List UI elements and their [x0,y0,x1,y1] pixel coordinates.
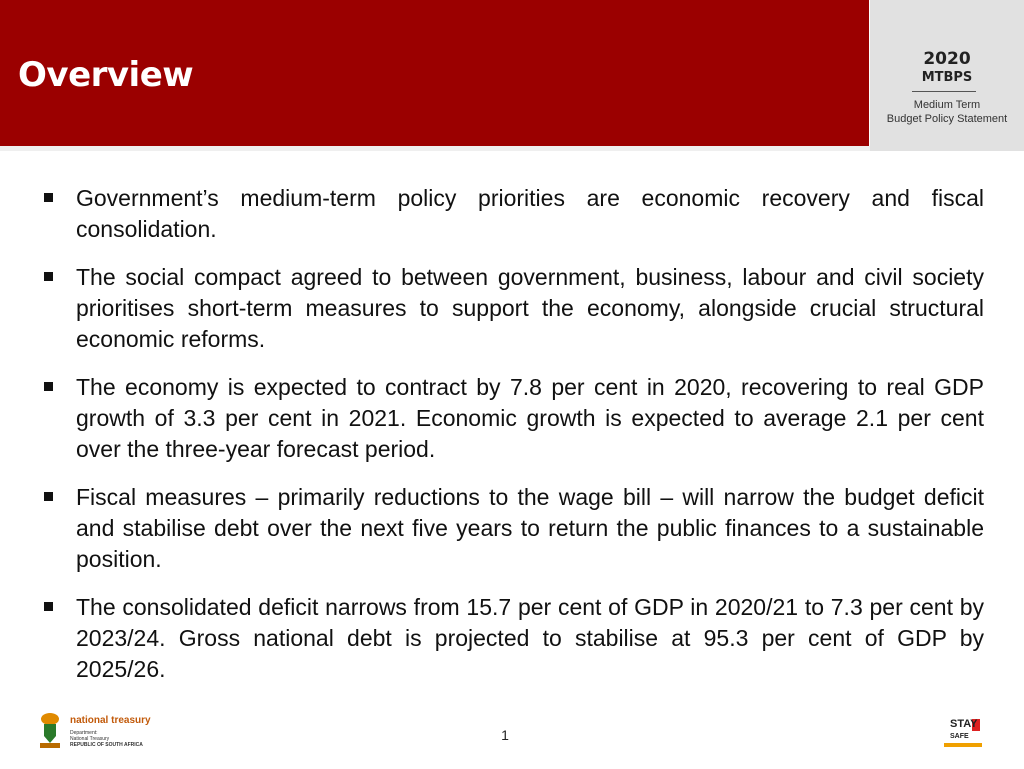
national-treasury-logo [38,712,151,750]
treasury-line2: National Treasury [70,736,110,742]
square-bullet-icon [44,492,53,501]
badge-divider [912,91,976,92]
treasury-name: national treasury [70,715,151,726]
bullet-item [44,183,984,245]
mtbps-badge [870,0,1024,151]
square-bullet-icon [44,272,53,281]
square-bullet-icon [44,382,53,391]
bullet-text: The consolidated deficit narrows from 15.7 per cent of GDP in 2020/21 to 7.3 per cent by 2023/24. Gross national debt is projected to stabilise at 95.3 per cent of GDP by 2025/26. [76,594,984,682]
bullet-item [44,592,984,685]
slide-title: Overview [18,55,194,95]
bullet-text: The social compact agreed to between government, business, labour and civil society prioritises short-term measures to support the economy, alongside crucial structural economic reforms. [76,264,984,352]
square-bullet-icon [44,602,53,611]
safe-logo-bar [944,743,982,747]
treasury-line1: Department: [70,730,98,736]
treasury-line3: REPUBLIC OF SOUTH AFRICA [70,742,143,748]
badge-name: MTBPS [921,70,973,85]
safe-logo-top: STAY [950,718,978,730]
safe-logo-mid: SAFE [950,733,969,740]
bullet-text: Fiscal measures – primarily reductions to the wage bill – will narrow the budget deficit and stabilise debt over the next five years to return the public finances to a sustainable position. [76,484,984,572]
page-number: 1 [501,727,509,743]
bullet-item [44,372,984,465]
bullet-list [44,183,984,702]
square-bullet-icon [44,193,53,202]
badge-year: 2020 [923,49,971,69]
badge-subtitle-line2: Budget Policy Statement [886,113,1008,125]
bullet-item [44,482,984,575]
coat-of-arms-icon [38,712,62,750]
bullet-text: Government’s medium-term policy priorities are economic recovery and fiscal consolidation. [76,185,984,242]
badge-subtitle-line1: Medium Term [913,99,981,111]
bullet-item [44,262,984,355]
stay-safe-logo [942,718,984,748]
bullet-text: The economy is expected to contract by 7.8 per cent in 2020, recovering to real GDP growth of 3.3 per cent in 2021. Economic growth is expected to average 2.1 per cent over the three-year forecast period. [76,374,984,462]
